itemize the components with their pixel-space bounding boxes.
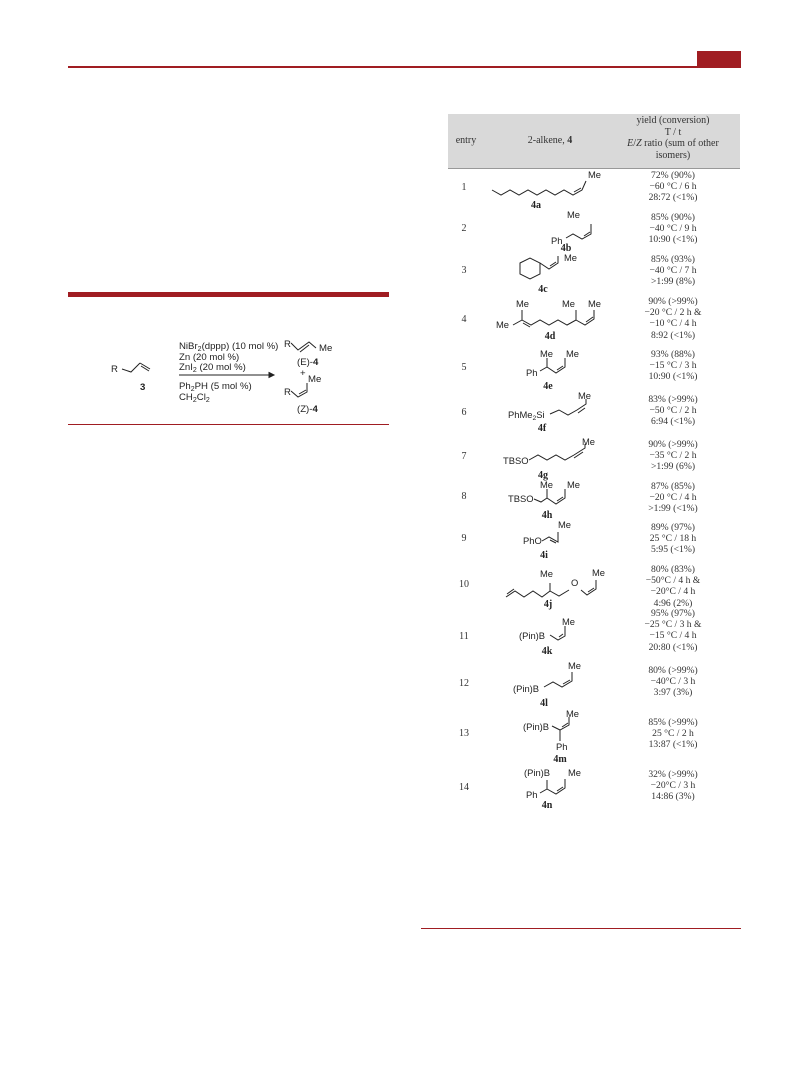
pinb-label: (Pin)B bbox=[524, 767, 551, 778]
structure-4i bbox=[542, 528, 572, 546]
reagent-solvent: $CH_2Cl_2$ bbox=[179, 392, 210, 404]
me-label: Me bbox=[578, 390, 592, 401]
tbso-label: TBSO bbox=[508, 493, 534, 504]
me-label: Me bbox=[588, 298, 602, 309]
structure-4k bbox=[550, 625, 574, 643]
reagent-zinc-iodide: ZnI$_2$ (20 mol %) bbox=[179, 362, 246, 374]
reagent-catalyst: NiBr$_2$(dppp) (10 mol %) bbox=[179, 341, 279, 353]
me-label: Me bbox=[567, 209, 581, 220]
product-e-r-label: R bbox=[284, 339, 291, 350]
entry-number: 9 bbox=[461, 533, 467, 544]
compound-id: 4l bbox=[540, 698, 548, 709]
me-label: Me bbox=[540, 568, 554, 579]
me-label: Me bbox=[562, 616, 576, 627]
entry-number: 2 bbox=[461, 223, 467, 234]
compound-id: 4g bbox=[538, 470, 548, 481]
product-z-r-label: R bbox=[284, 387, 291, 398]
structure-4n bbox=[540, 777, 580, 799]
o-label: O bbox=[571, 577, 579, 588]
row-values: 90% (>99%) −20 °C / 2 h & −10 °C / 4 h 8:92 (<1%) bbox=[644, 296, 702, 341]
entry-number: 5 bbox=[461, 362, 467, 373]
me-label: Me bbox=[564, 252, 578, 263]
reaction-arrow bbox=[179, 370, 275, 380]
product-e-label: (E)-4 bbox=[297, 357, 319, 368]
ph-label: Ph bbox=[556, 741, 568, 752]
reactant-structure bbox=[118, 358, 158, 374]
entry-number: 12 bbox=[459, 678, 469, 689]
structure-4e bbox=[538, 356, 578, 378]
me-label: Me bbox=[516, 298, 530, 309]
page-corner-tab bbox=[697, 51, 741, 68]
entry-number: 7 bbox=[461, 451, 467, 462]
row-values: 32% (>99%) −20°C / 3 h 14:86 (3%) bbox=[648, 769, 698, 803]
header-alkene: 2-alkene, 4 bbox=[527, 135, 573, 146]
compound-id: 4f bbox=[537, 423, 547, 434]
entry-number: 1 bbox=[461, 182, 467, 193]
structure-4d bbox=[510, 305, 606, 333]
top-rule bbox=[68, 66, 741, 68]
ph-label: Ph bbox=[526, 789, 538, 800]
row-values: 80% (>99%) −40°C / 3 h 3:97 (3%) bbox=[648, 665, 698, 699]
me-label: Me bbox=[558, 519, 572, 530]
structure-4b bbox=[566, 218, 606, 244]
row-values: 83% (>99%) −50 °C / 2 h 6:94 (<1%) bbox=[648, 394, 698, 428]
structure-4f bbox=[550, 396, 600, 420]
compound-id: 4e bbox=[543, 381, 553, 392]
pho-label: PhO bbox=[523, 535, 542, 546]
me-label: Me bbox=[540, 348, 554, 359]
ph-label: Ph bbox=[526, 367, 538, 378]
compound-id: 4b bbox=[560, 243, 572, 254]
row-values: 85% (>99%) 25 °C / 2 h 13:87 (<1%) bbox=[648, 717, 698, 751]
pinb-label: (Pin)B bbox=[523, 721, 550, 732]
row-values: 85% (90%) −40 °C / 9 h 10:90 (<1%) bbox=[648, 212, 698, 246]
row-values: 93% (88%) −15 °C / 3 h 10:90 (<1%) bbox=[648, 349, 698, 383]
structure-4m bbox=[552, 716, 582, 746]
product-z-structure bbox=[290, 380, 320, 402]
row-values: 87% (85%) −20 °C / 4 h >1:99 (<1%) bbox=[648, 481, 698, 515]
product-z-me-label: Me bbox=[308, 374, 322, 385]
me-label: Me bbox=[582, 436, 596, 447]
compound-id: 4i bbox=[540, 550, 548, 561]
row-values: 95% (97%) −25 °C / 3 h & −15 °C / 4 h 20:80 (<1%) bbox=[644, 608, 702, 653]
entry-number: 10 bbox=[459, 579, 469, 590]
compound-id: 4a bbox=[531, 200, 541, 211]
me-label: Me bbox=[568, 660, 582, 671]
me-label: Me bbox=[567, 479, 581, 490]
row-values: 80% (83%) −50°C / 4 h & −20°C / 4 h 4:96 (2%) bbox=[645, 564, 701, 609]
reactant-r-label: R bbox=[111, 364, 118, 375]
ph-label: Ph bbox=[551, 235, 563, 246]
product-e-me-label: Me bbox=[319, 343, 333, 354]
silyl-label: PhMe$_2$Si bbox=[508, 409, 545, 422]
header-yield: yield (conversion) T / t E/Z ratio (sum of other isomers) bbox=[627, 115, 719, 161]
entry-number: 14 bbox=[459, 782, 469, 793]
row-values: 89% (97%) 25 °C / 18 h 5:95 (<1%) bbox=[649, 522, 697, 556]
entry-number: 11 bbox=[459, 631, 469, 642]
compound-id: 4n bbox=[541, 800, 553, 811]
me-label: Me bbox=[592, 567, 606, 578]
product-z-label: (Z)-4 bbox=[297, 404, 318, 415]
reagent-phosphine: $Ph_2PH$ (5 mol %) bbox=[179, 381, 252, 393]
compound-id: 4m bbox=[553, 754, 567, 765]
tbso-label: TBSO bbox=[503, 455, 529, 466]
me-label: Me bbox=[566, 708, 580, 719]
header-entry: entry bbox=[455, 135, 477, 146]
compound-id: 4c bbox=[538, 284, 548, 295]
me-label: Me bbox=[562, 298, 576, 309]
table-bottom-rule bbox=[421, 928, 741, 929]
structure-4a bbox=[490, 176, 600, 200]
entry-number: 4 bbox=[461, 314, 467, 325]
structure-4l bbox=[544, 670, 584, 694]
me-label: Me bbox=[568, 767, 582, 778]
reactant-id: 3 bbox=[140, 382, 146, 393]
row-values: 85% (93%) −40 °C / 7 h >1:99 (8%) bbox=[649, 254, 697, 288]
plus-sign: + bbox=[300, 368, 306, 379]
pinb-label: (Pin)B bbox=[519, 630, 546, 641]
entry-number: 6 bbox=[461, 407, 467, 418]
pinb-label: (Pin)B bbox=[513, 683, 540, 694]
me-label: Me bbox=[496, 319, 510, 330]
scheme-top-rule bbox=[68, 292, 389, 297]
me-label: Me bbox=[566, 348, 580, 359]
row-values: 72% (90%) −60 °C / 6 h 28:72 (<1%) bbox=[648, 170, 698, 204]
reagent-zinc: Zn (20 mol %) bbox=[179, 352, 240, 363]
structure-4h bbox=[534, 488, 580, 510]
compound-id: 4h bbox=[541, 510, 553, 521]
scheme-bottom-rule bbox=[68, 424, 389, 425]
entry-number: 3 bbox=[461, 265, 467, 276]
compound-id: 4d bbox=[544, 331, 556, 342]
compound-id: 4k bbox=[541, 646, 553, 657]
compound-id: 4j bbox=[543, 599, 553, 610]
me-label: Me bbox=[588, 169, 602, 180]
row-values: 90% (>99%) −35 °C / 2 h >1:99 (6%) bbox=[648, 439, 698, 473]
entry-number: 8 bbox=[461, 491, 467, 502]
entry-number: 13 bbox=[459, 728, 469, 739]
me-label: Me bbox=[540, 479, 554, 490]
